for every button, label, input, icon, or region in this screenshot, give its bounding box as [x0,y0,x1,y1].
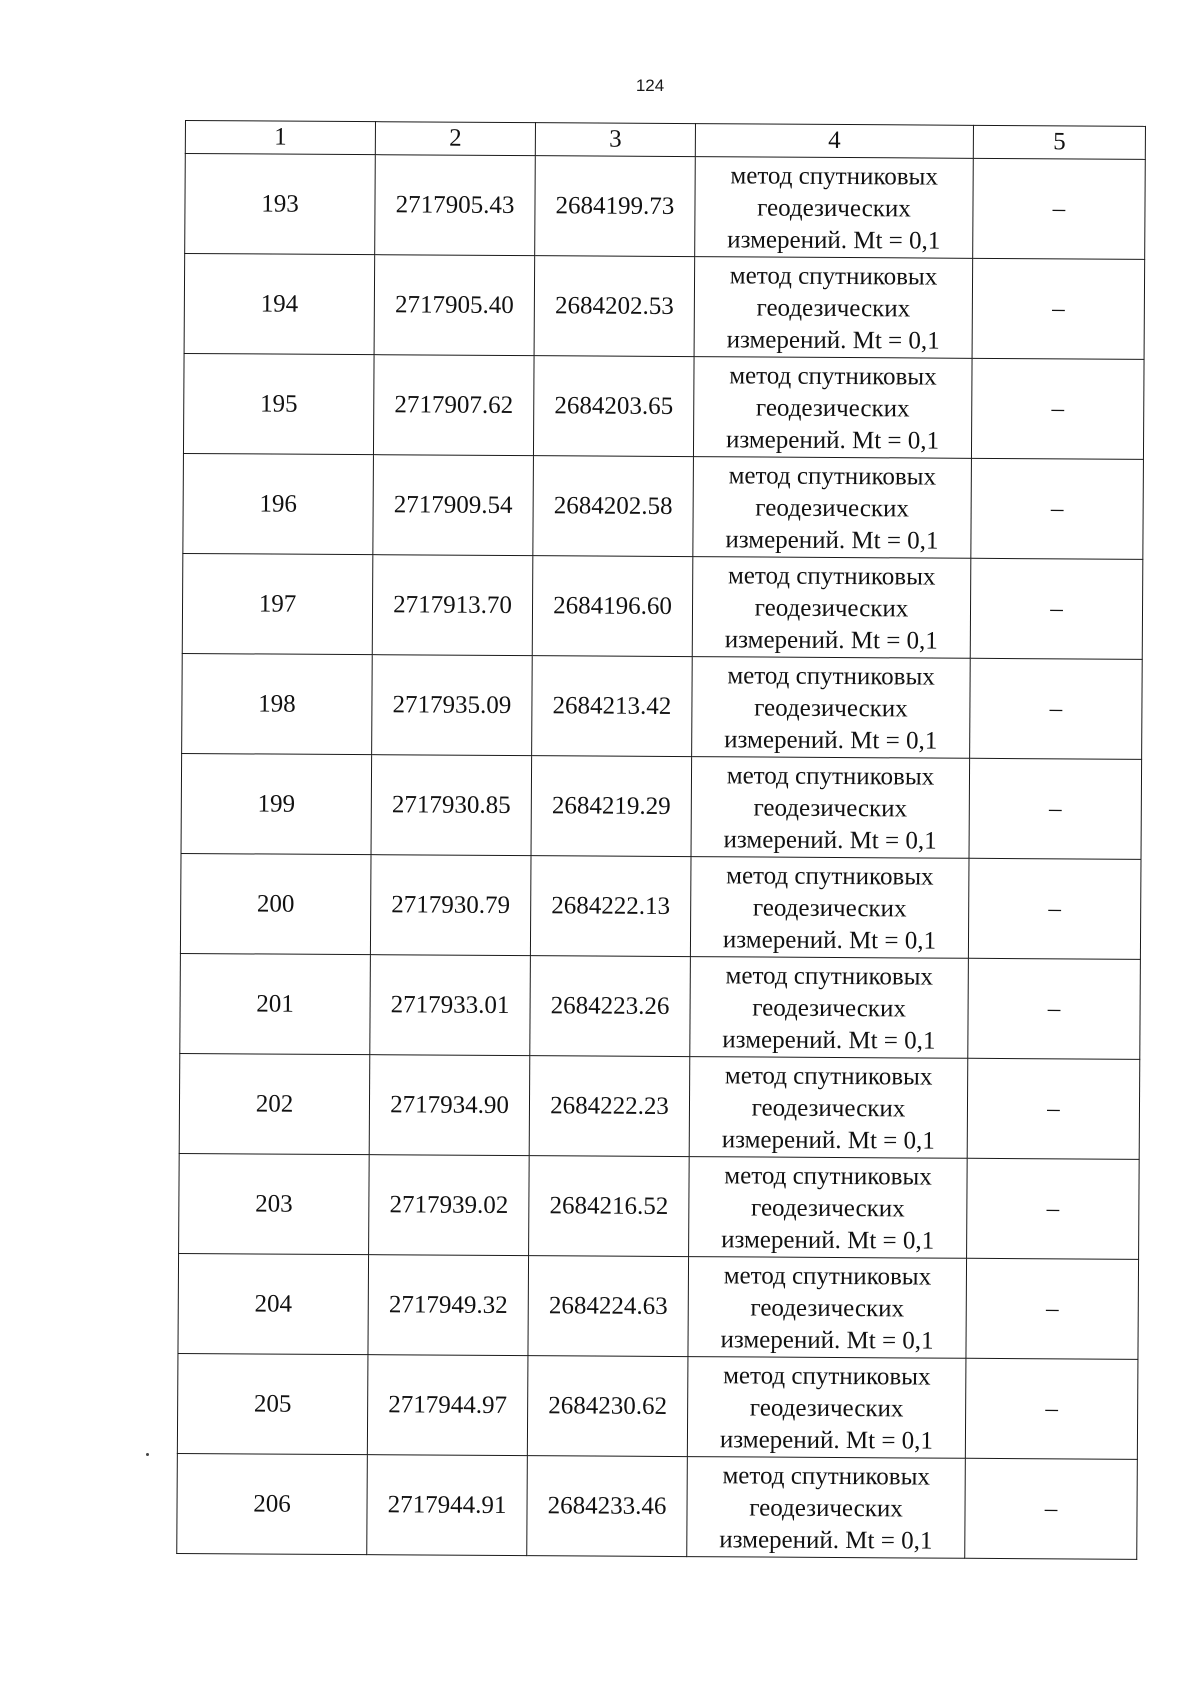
table-row [182,653,1143,759]
table-row [180,953,1141,1059]
cell-method [687,1357,966,1459]
method-line: метод спутниковых [730,161,938,191]
cell-y-coordinate: 2684222.23 [529,1056,690,1157]
cell-x-coordinate: 2717913.70 [372,555,533,656]
cell-x-coordinate: 2717909.54 [373,455,534,556]
method-line: метод спутниковых [724,1161,932,1191]
cell-x-coordinate: 2717930.85 [371,755,532,856]
header-cell-method: 4 [695,124,973,159]
cell-point-number: 196 [183,453,374,554]
method-line: метод спутниковых [725,961,934,991]
cell-x-coordinate: 2717939.02 [369,1155,530,1256]
method-line: измерений. Mt = 0,1 [722,925,937,955]
cell-method [691,757,970,859]
cell-note: – [967,1058,1140,1159]
cell-note: – [969,758,1142,859]
cell-note: – [968,858,1141,959]
header-cell-x: 2 [375,122,535,156]
method-line: метод спутниковых [727,561,936,591]
cell-point-number: 204 [178,1253,369,1354]
method-line: измерений. Mt = 0,1 [726,325,940,355]
cell-x-coordinate: 2717934.90 [369,1055,530,1156]
table-row [180,853,1141,959]
cell-method [690,857,969,959]
method-line: геодезических [752,893,907,922]
cell-y-coordinate: 2684222.13 [530,856,691,957]
cell-method [694,257,973,359]
cell-x-coordinate: 2717944.97 [367,1355,528,1456]
cell-x-coordinate: 2717933.01 [370,955,531,1056]
method-line: метод спутниковых [723,1261,932,1291]
method-line: измерений. Mt = 0,1 [721,1225,935,1255]
cell-method [692,557,971,659]
cell-y-coordinate: 2684196.60 [532,556,693,657]
method-line: геодезических [755,393,910,422]
cell-note: – [971,358,1144,459]
cell-note: – [973,158,1146,259]
coordinates-table-container [176,120,1145,1560]
method-line: измерений. Mt = 0,1 [720,1325,934,1355]
header-cell-note: 5 [973,125,1145,159]
method-line: измерений. Mt = 0,1 [724,625,938,655]
cell-x-coordinate: 2717905.40 [374,255,535,356]
method-line: геодезических [751,1093,906,1122]
cell-method [695,157,974,259]
cell-point-number: 201 [180,953,371,1054]
method-line: измерений. Mt = 0,1 [722,1025,936,1055]
method-line: метод спутниковых [723,1361,931,1391]
method-line: метод спутниковых [729,361,937,391]
method-line: метод спутниковых [726,761,935,791]
table-row [179,1053,1140,1159]
table-row [184,254,1145,360]
cell-y-coordinate: 2684202.58 [533,456,694,557]
cell-method [689,1057,968,1159]
cell-note: – [965,1458,1138,1559]
table-row [185,154,1146,260]
method-line: геодезических [754,593,909,622]
cell-method [688,1257,967,1359]
cell-point-number: 194 [184,254,375,355]
table-row [182,553,1143,659]
cell-point-number: 195 [183,353,374,454]
method-line: измерений. Mt = 0,1 [725,525,939,555]
table-row [177,1353,1138,1459]
method-line: геодезических [755,493,910,522]
method-line: измерений. Mt = 0,1 [724,725,938,755]
header-cell-y: 3 [535,123,695,157]
cell-point-number: 193 [185,154,376,255]
cell-y-coordinate: 2684199.73 [535,156,696,257]
method-line: метод спутниковых [726,861,934,891]
cell-y-coordinate: 2684213.42 [532,656,693,757]
method-line: геодезических [750,1193,905,1222]
table-row [183,353,1144,459]
method-line: метод спутниковых [727,661,935,691]
table-row [181,753,1142,859]
cell-y-coordinate: 2684203.65 [533,356,694,457]
cell-method [693,457,972,559]
cell-y-coordinate: 2684230.62 [527,1356,688,1457]
cell-point-number: 198 [182,653,373,754]
method-line: измерений. Mt = 0,1 [727,225,941,255]
cell-note: – [970,558,1143,659]
scan-speck [146,1453,149,1456]
method-line: измерений. Mt = 0,1 [719,1525,933,1555]
cell-y-coordinate: 2684223.26 [530,956,691,1057]
method-line: метод спутниковых [722,1461,931,1491]
cell-point-number: 197 [182,553,373,654]
cell-x-coordinate: 2717905.43 [375,155,536,256]
coordinates-table [176,120,1146,1560]
cell-x-coordinate: 2717944.91 [367,1455,528,1556]
method-line: метод спутниковых [728,461,937,491]
table-row [177,1453,1138,1559]
cell-note: – [967,1158,1140,1259]
cell-x-coordinate: 2717949.32 [368,1255,529,1356]
cell-note: – [966,1258,1139,1359]
cell-note: – [972,258,1145,359]
method-line: геодезических [752,993,906,1022]
cell-point-number: 203 [179,1153,370,1254]
cell-point-number: 199 [181,753,372,854]
method-line: измерений. Mt = 0,1 [719,1425,934,1455]
cell-y-coordinate: 2684216.52 [529,1156,690,1257]
cell-note: – [968,958,1141,1059]
method-line: измерений. Mt = 0,1 [721,1125,935,1155]
cell-y-coordinate: 2684233.46 [527,1456,688,1557]
cell-note: – [970,658,1143,759]
method-line: геодезических [749,1493,903,1522]
cell-point-number: 206 [177,1453,368,1554]
table-row [179,1153,1140,1259]
cell-method [690,957,969,1059]
header-cell-point-number: 1 [185,121,375,155]
cell-point-number: 200 [180,853,371,954]
table-row [183,453,1144,559]
cell-method [692,657,971,759]
cell-x-coordinate: 2717935.09 [372,655,533,756]
method-line: геодезических [756,293,911,322]
cell-point-number: 202 [179,1053,370,1154]
method-line: метод спутниковых [729,261,938,291]
cell-note: – [965,1358,1138,1459]
cell-point-number: 205 [177,1353,368,1454]
cell-y-coordinate: 2684202.53 [534,256,695,357]
cell-method [687,1457,966,1559]
cell-x-coordinate: 2717930.79 [370,855,531,956]
cell-note: – [971,458,1144,559]
page-number: 124 [635,76,665,95]
method-line: геодезических [750,1293,905,1322]
method-line: геодезических [749,1393,904,1422]
table-row [178,1253,1139,1359]
cell-method [689,1157,968,1259]
method-line: геодезических [753,793,908,822]
method-line: геодезических [754,693,908,722]
cell-method [693,357,972,459]
cell-x-coordinate: 2717907.62 [373,355,534,456]
method-line: геодезических [757,193,911,222]
method-line: измерений. Mt = 0,1 [725,425,940,455]
cell-y-coordinate: 2684224.63 [528,1256,689,1357]
method-line: метод спутниковых [724,1061,933,1091]
table-body [177,154,1146,1560]
cell-y-coordinate: 2684219.29 [531,756,692,857]
method-line: измерений. Mt = 0,1 [723,825,937,855]
